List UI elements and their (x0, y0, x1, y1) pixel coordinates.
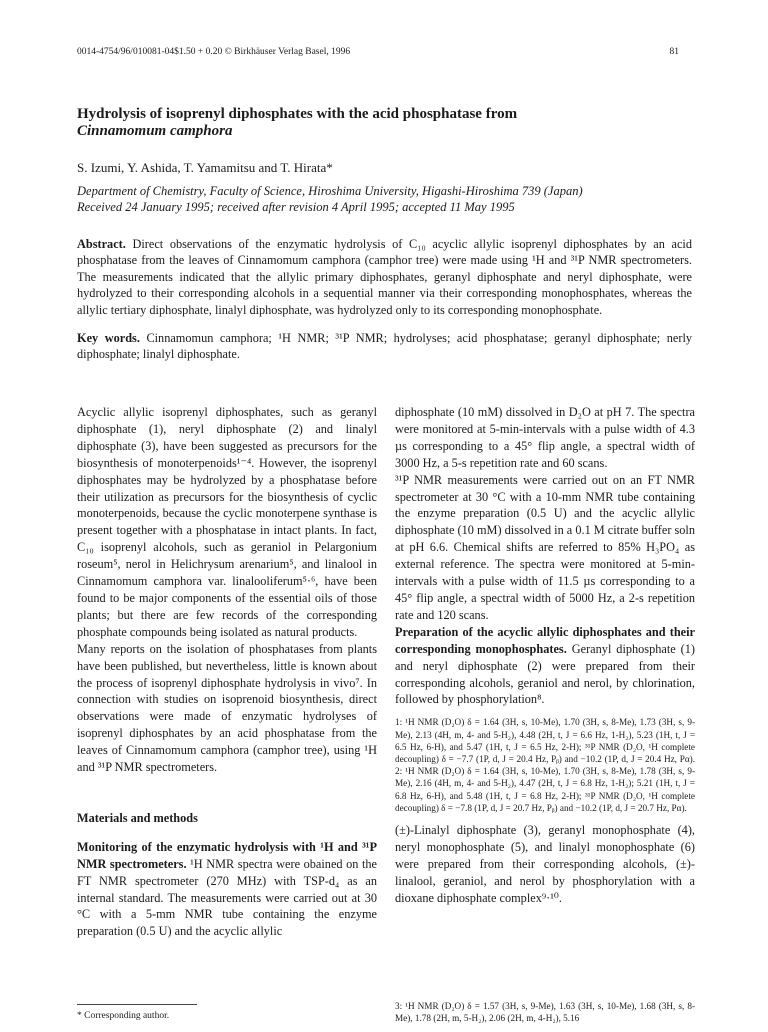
abstract-text: Direct observations of the enzymatic hydrolysis of C₁₀ acyclic allylic isoprenyl diphosphates by an acid phosphatase from the leaves of Cinnamomum camphora (camphor tree) were made using ¹H and ³¹P NMR spectrometers. The measurements indicated that the allylic primary diphosphates, geranyl diphosphate and neryl diphosphate, were hydrolyzed to their corresponding alcohols in a sequential manner via their corresponding monophosphates, whereas the allylic tertiary diphosphate, linalyl diphosphate, was hydrolyzed only to its corresponding monophosphate. (77, 237, 692, 317)
footnote: * Corresponding author. (77, 1011, 170, 1021)
keywords (77, 330, 692, 363)
abstract (77, 236, 692, 318)
nmr-monitoring-text: ¹H NMR spectra were obained on the FT NMR spectrometer (270 MHz) with TSP-d₄ as an internal standard. The measurements were carried out at 30 °C with a 5-mm NMR tube containing the enzyme preparation (0.5 U) and the acyclic allylic (77, 856, 377, 939)
nmr-data-1-2: 1: ¹H NMR (D₂O) δ = 1.64 (3H, s, 10-Me), 1.70 (3H, s, 8-Me), 1.73 (3H, s, 9-Me), 2.13 (4H, m, 4- and 5-H₂), 4.48 (2H, t, J = 6.6 Hz, 1-H₂), 5.23 (1H, t, J = 6.5 Hz, 6-H), and 5.47 (1H, t, J = 6.5 Hz, 2-H); ³¹P NMR (D₂O, ¹H complete decoupling) δ = −7.7 (1P, d, J = 20.4 Hz, Pᵦ) and −10.2 (1P, d, J = 20.4 Hz, Pα). 2: ¹H NMR (D₂O) δ = 1.64 (3H, s, 10-Me), 1.70 (3H, s, 8-Me), 1.78 (3H, s, 9-Me), 2.16 (4H, m, 4- and 5-H₂), 4.47 (2H, t, J = 6.8 Hz, 1-H₂); 5.21 (1H, t, J = 6.8 Hz, 6-H), and 5.48 (1H, t, J = 6.8 Hz, 2-H); ³¹P NMR (D₂O, ¹H complete decoupling) δ = −7.8 (1P, d, J = 20.7 Hz, Pᵦ) and −10.2 (1P, d, J = 20.7 Hz, Pα). (395, 717, 695, 813)
article-title (77, 106, 697, 140)
running-head (77, 47, 679, 57)
page-number: 81 (669, 47, 679, 57)
keywords-label: Key words. (77, 331, 140, 345)
right-column (395, 404, 695, 906)
nmr-monitoring-heading: Monitoring of the enzymatic hydrolysis with ¹H and ³¹P NMR spectrometers. (77, 839, 377, 871)
keywords-text: Cinnamomun camphora; ¹H NMR; ³¹P NMR; hydrolyses; acid phosphatase; geranyl diphosphate; nerly diphosphate; linalyl diphosphate. (77, 331, 693, 362)
right-paragraph-2: ³¹P NMR measurements were carried out on an FT NMR spectrometer at 30 °C with a 10-mm NMR tube containing the enzyme preparation (0.5 U) and the acyclic allylic diphosphate (10 mM) dissolved in a 0.1 M citrate buffer soln at pH 6.6. Chemical shifts are referred to 85% H₃PO₄ as external reference. The spectra were monitored at 5-min-intervals with a pulse width of 11.5 µs corresponding to a 45° flip angle, a spectral width of 5000 Hz, a 2-s repetition rate and 120 scans. (395, 472, 695, 622)
paragraph-2: Many reports on the isolation of phosphatases from plants have been published, but nevertheless, little is known about the process of isoprenyl diphosphate hydrolysis in vivo⁷. In connection with studies on isoprenoid biosynthesis, direct observations were made of enzymatic hydrolyses of isoprenyl diphosphates by an acid phosphatase from the leaves of Cinnamomum camphora (camphor tree), using ¹H and ³¹P NMR spectrometers. (77, 641, 377, 775)
footnote-rule (77, 1004, 197, 1005)
affiliation: Department of Chemistry, Faculty of Science, Hiroshima University, Higashi-Hiroshima 739 (Japan) (77, 184, 583, 198)
nmr-data-3: 3: ¹H NMR (D₂O) δ = 1.57 (3H, s, 9-Me), 1.63 (3H, s, 10-Me), 1.68 (3H, s, 8-Me), 1.78 (2H, m, 5-H₂), 2.06 (2H, m, 4-H₂), 5.16 (395, 1001, 695, 1024)
author-list: S. Izumi, Y. Ashida, T. Yamamitsu and T. Hirata* (77, 160, 333, 175)
left-column (77, 404, 377, 940)
nmr-monitoring-paragraph (77, 839, 377, 940)
abstract-label: Abstract. (77, 237, 126, 251)
intro-paragraph: Acyclic allylic isoprenyl diphosphates, such as geranyl diphosphate (1), neryl diphosphate (2) and linalyl diphosphate (3), have been suggested as precursors for the biosynthesis of monoterpenoids¹⁻⁴. However, the isoprenyl diphosphates may be hydrolyzed by a phosphatase before their utilization as precursors for the biosynthesis of cyclic monoterpenoids, because the cyclic monoterpene synthase is present together with a phosphatase in intact plants. In fact, C₁₀ isoprenyl alcohols, such as geraniol in Pelargonium roseum⁵, nerol in Helichrysum arenarium⁵, and linalool in Cinnamomum camphora var. linalooliferum⁵·⁶, have been found to be major components of the essential oils of those plants; but there are few records of the corresponding phosphate compounds being isolated as natural products. (77, 405, 377, 639)
right-paragraph-4: (±)-Linalyl diphosphate (3), geranyl monophosphate (4), neryl monophosphate (5), and linalyl monophosphate (6) were prepared from their corresponding alcohols, (±)-linalool, geraniol, and nerol by phosphorylation with a dioxane diphosphate complex⁹·¹⁰. (395, 822, 695, 905)
preparation-text: Geranyl diphosphate (1) and neryl diphosphate (2) were prepared from their corresponding alcohols, geraniol and nerol, by chlorination, followed by phosphorylation⁸. (395, 641, 696, 707)
title-line-1: Hydrolysis of isoprenyl diphosphates with the acid phosphatase from (77, 106, 518, 122)
title-line-2: Cinnamomum camphora (77, 123, 233, 139)
received-dates: Received 24 January 1995; received after revision 4 April 1995; accepted 11 May 1995 (77, 200, 515, 214)
copyright-line: 0014-4754/96/010081-04$1.50 + 0.20 © Birkhäuser Verlag Basel, 1996 (77, 47, 351, 57)
section-heading-materials: Materials and methods (77, 810, 198, 825)
preparation-heading: Preparation of the acyclic allylic diphosphates and their corresponding monophosphates. (395, 624, 695, 656)
right-paragraph-1: diphosphate (10 mM) dissolved in D₂O at pH 7. The spectra were monitored at 5-min-intervals with a pulse width of 4.3 µs corresponding to a 45° flip angle, a spectral width of 3000 Hz, a 5-s repetition rate and 60 scans. (395, 405, 695, 470)
preparation-paragraph (395, 624, 695, 709)
affiliation-block (77, 183, 697, 215)
